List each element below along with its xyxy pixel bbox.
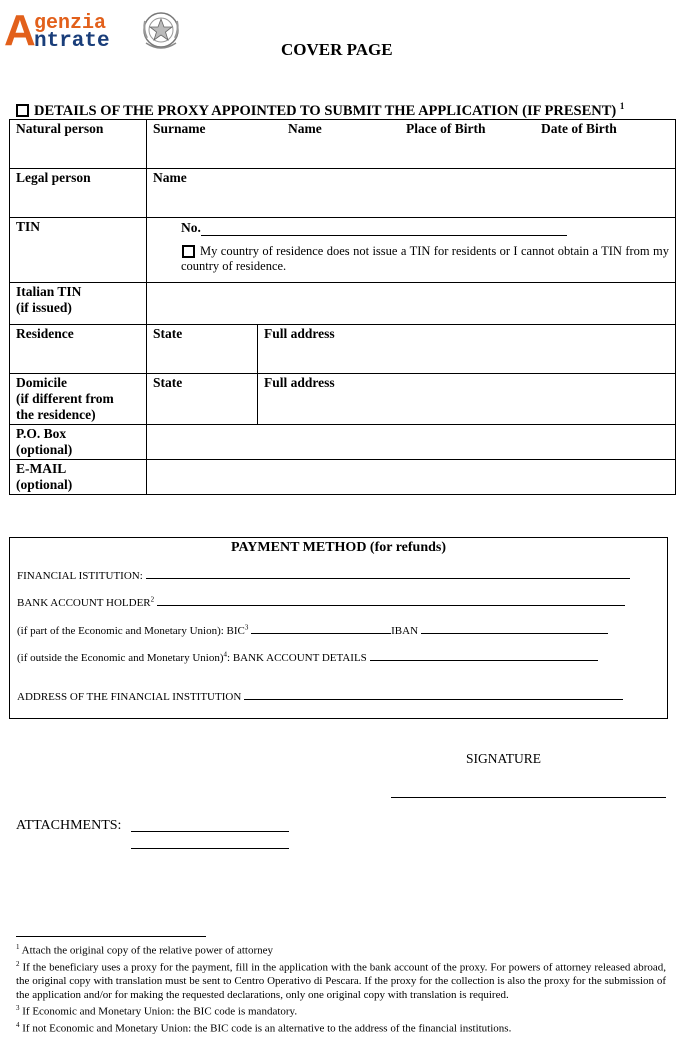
domicile-state-field[interactable] bbox=[147, 374, 258, 425]
domicile-label-line-2: (if different from bbox=[16, 391, 114, 406]
legal-person-name-header: Name bbox=[153, 170, 187, 185]
residence-address-header: Full address bbox=[264, 326, 335, 341]
residence-label: Residence bbox=[10, 325, 147, 374]
po-box-field[interactable] bbox=[147, 425, 676, 460]
signature-line[interactable] bbox=[391, 797, 666, 798]
footnote-1-number: 1 bbox=[16, 943, 20, 951]
bank-account-details-line[interactable] bbox=[370, 650, 598, 661]
italian-tin-row bbox=[10, 283, 676, 325]
institution-address-line[interactable] bbox=[244, 689, 623, 700]
footnote-1-text: Attach the original copy of the relative power of attorney bbox=[21, 944, 274, 957]
proxy-section-heading bbox=[16, 101, 624, 120]
italian-tin-field[interactable] bbox=[147, 283, 676, 325]
bank-account-details-label: : BANK ACCOUNT DETAILS bbox=[227, 652, 367, 664]
residence-state-header: State bbox=[153, 326, 183, 341]
payment-method-title: PAYMENT METHOD (for refunds) bbox=[230, 540, 447, 555]
proxy-details-table bbox=[9, 119, 676, 495]
footnote-ref-1: 1 bbox=[619, 101, 625, 111]
natural-person-row bbox=[10, 120, 676, 169]
place-of-birth-header: Place of Birth bbox=[406, 121, 486, 136]
logo-line-2: ntrate bbox=[34, 30, 110, 53]
no-tin-statement bbox=[181, 244, 669, 273]
iban-line[interactable] bbox=[421, 623, 608, 634]
non-emu-label: (if outside the Economic and Monetary Union) bbox=[17, 652, 224, 664]
footnote-3-number: 3 bbox=[16, 1004, 20, 1013]
legal-person-label: Legal person bbox=[10, 169, 147, 218]
residence-address-field[interactable] bbox=[258, 325, 676, 374]
footnote-4 bbox=[16, 1019, 666, 1036]
surname-header: Surname bbox=[153, 121, 206, 136]
tin-field bbox=[147, 218, 676, 283]
tin-no-label: No. bbox=[181, 220, 201, 235]
attachment-line-2[interactable] bbox=[131, 848, 289, 849]
footnote-3 bbox=[16, 1002, 666, 1019]
email-label bbox=[10, 460, 147, 495]
domicile-row bbox=[10, 374, 676, 425]
domicile-label bbox=[10, 374, 147, 425]
emu-bic-label: (if part of the Economic and Monetary Union): BIC bbox=[17, 625, 245, 637]
proxy-heading-text: DETAILS OF THE PROXY APPOINTED TO SUBMIT THE APPLICATION (IF PRESENT) bbox=[34, 102, 617, 119]
email-label-line-2: (optional) bbox=[16, 477, 73, 492]
domicile-address-field[interactable] bbox=[258, 374, 676, 425]
non-emu-row bbox=[17, 650, 598, 664]
date-of-birth-header: Date of Birth bbox=[541, 121, 617, 136]
po-box-label-line-2: (optional) bbox=[16, 442, 73, 457]
domicile-label-line-3: the residence) bbox=[16, 407, 96, 422]
footnote-2-number: 2 bbox=[16, 960, 20, 969]
account-holder-line[interactable] bbox=[157, 595, 625, 606]
institution-address-label: ADDRESS OF THE FINANCIAL INSTITUTION bbox=[17, 691, 242, 703]
domicile-label-line-1: Domicile bbox=[16, 375, 67, 390]
italian-tin-label-line-2: (if issued) bbox=[16, 300, 72, 315]
email-field[interactable] bbox=[147, 460, 676, 495]
no-tin-checkbox[interactable] bbox=[182, 245, 195, 258]
financial-institution-row bbox=[17, 568, 630, 582]
signature-label: SIGNATURE bbox=[466, 751, 542, 766]
footnote-ref-4: 4 bbox=[223, 650, 228, 659]
footnote-4-number: 4 bbox=[16, 1021, 20, 1030]
logo-line-1: genzia bbox=[34, 12, 107, 35]
financial-institution-label: FINANCIAL ISTITUTION: bbox=[17, 570, 143, 582]
natural-person-fields[interactable] bbox=[147, 120, 676, 169]
footnote-2-text: If the beneficiary uses a proxy for the payment, fill in the application with the bank account of the proxy. For powers of attorney released abroad, the original copy with translation must be sent to Centro Operativo di Pescara. If the proxy for the collection is also the proxy for the submission of the application and/or for making the requested declarations, only one original copy with translation is required. bbox=[16, 961, 666, 1001]
payment-method-box bbox=[9, 537, 668, 719]
po-box-label-line-1: P.O. Box bbox=[16, 426, 67, 441]
po-box-row bbox=[10, 425, 676, 460]
footnote-3-text: If Economic and Monetary Union: the BIC code is mandatory. bbox=[22, 1005, 298, 1018]
po-box-label bbox=[10, 425, 147, 460]
tin-label: TIN bbox=[10, 218, 147, 283]
residence-state-field[interactable] bbox=[147, 325, 258, 374]
email-row bbox=[10, 460, 676, 495]
attachment-line-1[interactable] bbox=[131, 831, 289, 832]
financial-institution-line[interactable] bbox=[146, 568, 630, 579]
account-holder-label: BANK ACCOUNT HOLDER bbox=[17, 597, 151, 609]
tin-number-line[interactable] bbox=[201, 223, 567, 236]
footnote-separator bbox=[16, 936, 206, 937]
proxy-checkbox[interactable] bbox=[16, 104, 29, 117]
italian-tin-label-line-1: Italian TIN bbox=[16, 284, 82, 299]
residence-row bbox=[10, 325, 676, 374]
legal-person-row bbox=[10, 169, 676, 218]
domicile-address-header: Full address bbox=[264, 375, 335, 390]
page-title: COVER PAGE bbox=[281, 40, 393, 59]
italian-republic-emblem-icon bbox=[141, 9, 181, 53]
footnote-4-text: If not Economic and Monetary Union: the BIC code is an alternative to the address of the financial institutions. bbox=[22, 1023, 512, 1036]
bic-line[interactable] bbox=[251, 623, 391, 634]
domicile-state-header: State bbox=[153, 375, 183, 390]
attachments-label: ATTACHMENTS: bbox=[16, 818, 122, 833]
italian-tin-label bbox=[10, 283, 147, 325]
tin-row bbox=[10, 218, 676, 283]
footnotes bbox=[16, 941, 666, 1037]
legal-person-name-field[interactable] bbox=[147, 169, 676, 218]
emu-row bbox=[17, 623, 608, 637]
agenzia-entrate-logo bbox=[4, 8, 182, 56]
iban-label: IBAN bbox=[391, 625, 419, 637]
name-header: Name bbox=[288, 121, 322, 136]
footnote-ref-3: 3 bbox=[244, 623, 249, 632]
footnote-2 bbox=[16, 958, 666, 1002]
account-holder-row bbox=[17, 595, 625, 609]
no-tin-text: My country of residence does not issue a TIN for residents or I cannot obtain a TIN from my country of residence. bbox=[181, 244, 669, 273]
natural-person-label: Natural person bbox=[10, 120, 147, 169]
institution-address-row bbox=[17, 689, 623, 703]
email-label-line-1: E-MAIL bbox=[16, 461, 67, 476]
logo-letter-a: A bbox=[4, 6, 36, 55]
footnote-1 bbox=[16, 941, 666, 958]
footnote-ref-2: 2 bbox=[150, 595, 155, 604]
